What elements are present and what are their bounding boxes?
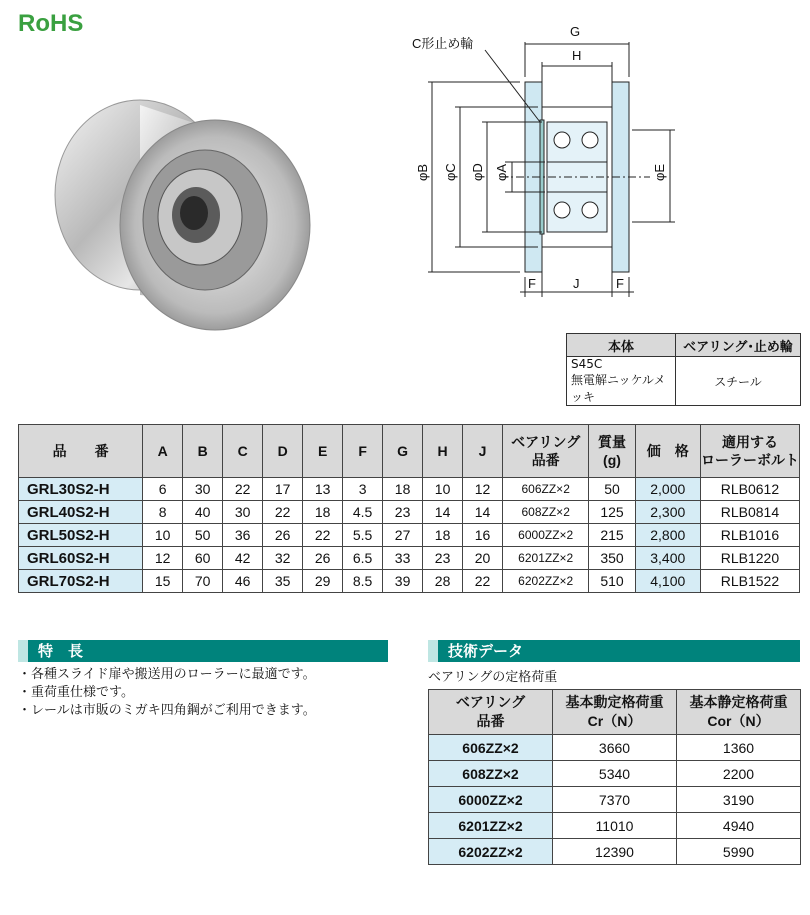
table-cell: 10	[143, 524, 183, 547]
table-cell: 18	[423, 524, 463, 547]
material-header-body: 本体	[567, 334, 676, 357]
label-phi-a: φA	[494, 163, 509, 181]
table-cell: 29	[303, 570, 343, 593]
label-phi-e: φE	[652, 163, 667, 181]
table-cell: 6.5	[343, 547, 383, 570]
table-cell: 22	[463, 570, 503, 593]
table-cell: 6	[143, 478, 183, 501]
table-cell: 2,000	[635, 478, 700, 501]
table-cell: 23	[423, 547, 463, 570]
table-cell: RLB0814	[700, 501, 799, 524]
table-cell: 350	[589, 547, 635, 570]
table-cell: 27	[383, 524, 423, 547]
label-f-right: F	[616, 276, 624, 291]
label-h: H	[572, 48, 582, 63]
table-cell: 17	[263, 478, 303, 501]
table-cell: 26	[303, 547, 343, 570]
table-cell: GRL70S2-H	[19, 570, 143, 593]
table-cell: 18	[303, 501, 343, 524]
table-cell: 6202ZZ×2	[503, 570, 589, 593]
table-cell: 8	[143, 501, 183, 524]
table-cell: 5990	[677, 839, 801, 865]
table-cell: 30	[183, 478, 223, 501]
spec-header-row: 品 番 A B C D E F G H J ベアリング 品番 質量 (g) 価 格 適用する ローラーボルト	[19, 425, 800, 478]
table-cell: 50	[589, 478, 635, 501]
features-title: 特 長	[18, 640, 388, 662]
table-cell: 39	[383, 570, 423, 593]
features-list	[18, 666, 388, 720]
table-cell: 3	[343, 478, 383, 501]
table-cell: 20	[463, 547, 503, 570]
rohs-logo: RoHS	[18, 10, 84, 37]
label-g: G	[570, 24, 581, 39]
table-cell: 36	[223, 524, 263, 547]
table-cell: 606ZZ×2	[429, 735, 553, 761]
table-cell: GRL40S2-H	[19, 501, 143, 524]
table-cell: 4.5	[343, 501, 383, 524]
table-cell: 510	[589, 570, 635, 593]
table-row	[19, 570, 800, 593]
table-cell: 6000ZZ×2	[429, 787, 553, 813]
rated-load-table: ベアリング 品番 基本動定格荷重 Cr（N） 基本静定格荷重 Cor（N） 606ZZ×2 3660 1360 608ZZ×2 5340 2200 6000ZZ×2 7370 3190 6201ZZ×2 11010 4940 6202ZZ×2 12390 5990	[428, 689, 801, 865]
table-cell: 16	[463, 524, 503, 547]
label-j: J	[573, 276, 580, 291]
label-phi-c: φC	[443, 163, 458, 181]
label-phi-d: φD	[470, 163, 485, 181]
table-cell: 50	[183, 524, 223, 547]
table-cell: 60	[183, 547, 223, 570]
table-cell: GRL50S2-H	[19, 524, 143, 547]
table-cell: 5.5	[343, 524, 383, 547]
table-cell: 33	[383, 547, 423, 570]
cross-section-drawing	[400, 22, 700, 322]
list-item: ・ 重荷重仕様です。	[18, 684, 388, 702]
table-cell: 3660	[553, 735, 677, 761]
table-cell: 3190	[677, 787, 801, 813]
features-section	[18, 640, 388, 720]
table-cell: 6202ZZ×2	[429, 839, 553, 865]
table-row	[429, 839, 801, 865]
spec-table	[18, 424, 800, 593]
list-item: ・ 各種スライド扉や搬送用のローラーに最適です。	[18, 666, 388, 684]
table-cell: 42	[223, 547, 263, 570]
table-cell: 18	[383, 478, 423, 501]
table-cell: 35	[263, 570, 303, 593]
label-retaining-ring: C形止め輪	[412, 36, 474, 51]
table-cell: 12	[143, 547, 183, 570]
table-row	[429, 735, 801, 761]
table-cell: RLB0612	[700, 478, 799, 501]
table-cell: 30	[223, 501, 263, 524]
table-cell: 606ZZ×2	[503, 478, 589, 501]
tech-section	[428, 640, 800, 865]
table-cell: RLB1522	[700, 570, 799, 593]
table-cell: 28	[423, 570, 463, 593]
label-f-left: F	[528, 276, 536, 291]
list-item: ・ レールは市販のミガキ四角鋼がご利用できます。	[18, 702, 388, 720]
table-cell: RLB1220	[700, 547, 799, 570]
table-row	[19, 547, 800, 570]
table-cell: 70	[183, 570, 223, 593]
table-cell: 8.5	[343, 570, 383, 593]
label-phi-b: φB	[415, 163, 430, 181]
table-cell: 608ZZ×2	[429, 761, 553, 787]
table-cell: 125	[589, 501, 635, 524]
table-cell: 14	[423, 501, 463, 524]
table-cell: 4940	[677, 813, 801, 839]
table-cell: 2200	[677, 761, 801, 787]
table-cell: 2,800	[635, 524, 700, 547]
table-row	[429, 813, 801, 839]
table-row	[19, 501, 800, 524]
tech-subtitle: ベアリングの定格荷重	[428, 670, 558, 685]
table-cell: 2,300	[635, 501, 700, 524]
product-photo	[30, 95, 330, 355]
table-cell: 15	[143, 570, 183, 593]
table-cell: 215	[589, 524, 635, 547]
table-cell: 22	[263, 501, 303, 524]
table-cell: 6000ZZ×2	[503, 524, 589, 547]
table-cell: 26	[263, 524, 303, 547]
table-cell: RLB1016	[700, 524, 799, 547]
table-cell: 10	[423, 478, 463, 501]
table-cell: 12	[463, 478, 503, 501]
tech-title: 技術データ	[428, 640, 800, 662]
table-row	[19, 478, 800, 501]
table-cell: 608ZZ×2	[503, 501, 589, 524]
table-cell: 13	[303, 478, 343, 501]
table-cell: 1360	[677, 735, 801, 761]
table-cell: 40	[183, 501, 223, 524]
table-row	[429, 761, 801, 787]
table-cell: 12390	[553, 839, 677, 865]
table-cell: 4,100	[635, 570, 700, 593]
table-cell: 11010	[553, 813, 677, 839]
table-cell: 23	[383, 501, 423, 524]
table-cell: 6201ZZ×2	[503, 547, 589, 570]
table-cell: 22	[303, 524, 343, 547]
table-cell: 46	[223, 570, 263, 593]
table-cell: GRL60S2-H	[19, 547, 143, 570]
table-cell: 22	[223, 478, 263, 501]
material-body: S45C 無電解ニッケルメッキ	[567, 357, 676, 406]
table-cell: 6201ZZ×2	[429, 813, 553, 839]
material-table	[566, 333, 801, 406]
table-row	[429, 787, 801, 813]
table-cell: 14	[463, 501, 503, 524]
material-bearing: スチール	[676, 357, 801, 406]
table-cell: 3,400	[635, 547, 700, 570]
table-row	[19, 524, 800, 547]
table-cell: 7370	[553, 787, 677, 813]
table-cell: 32	[263, 547, 303, 570]
table-cell: GRL30S2-H	[19, 478, 143, 501]
material-header-bearing: ベアリング･止め輪	[676, 334, 801, 357]
table-cell: 5340	[553, 761, 677, 787]
